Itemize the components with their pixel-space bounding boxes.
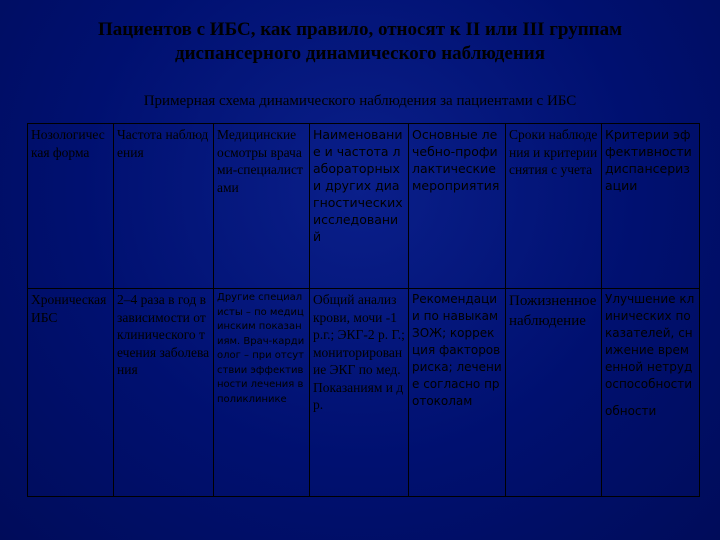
header-criteria: Критерии эффективности диспансеризации xyxy=(602,124,700,289)
cell-terms: Пожизненное наблюдение xyxy=(506,289,602,497)
header-specialists: Медицинские осмотры врачами-специалистами xyxy=(214,124,310,289)
criteria-main: Улучшение клинических показателей, снижение временной нетрудоспособности xyxy=(605,292,695,391)
header-measures: Основные лечебно-профилактические мероприятия xyxy=(409,124,506,289)
cell-diagnostics: Общий анализ крови, мочи -1 р.г.; ЭКГ-2 р. Г.; мониторирование ЭКГ по мед. Показаниям и др. xyxy=(310,289,409,497)
header-nosology: Нозологическая форма xyxy=(28,124,114,289)
cell-measures: Рекомендации по навыкам ЗОЖ; коррекция факторов риска; лечение согласно протоколам xyxy=(409,289,506,497)
observation-table xyxy=(27,123,700,497)
criteria-extra: обности xyxy=(605,404,657,418)
cell-specialists: Другие специалисты – по медицинским показаниям. Врач-кардиолог – при отсутствии эффективности лечения в поликлинике xyxy=(214,289,310,497)
header-row xyxy=(28,124,700,289)
header-frequency: Частота наблюдения xyxy=(114,124,214,289)
cell-frequency: 2–4 раза в год в зависимости от клинического течения заболевания xyxy=(114,289,214,497)
cell-criteria xyxy=(602,289,700,497)
table-caption: Примерная схема динамического наблюдения за пациентами с ИБС xyxy=(143,93,577,109)
header-diagnostics: Наименование и частота лабораторных и других диагностических исследований xyxy=(310,124,409,289)
cell-form: Хроническая ИБС xyxy=(28,289,114,497)
header-terms: Сроки наблюдения и критерии снятия с учета xyxy=(506,124,602,289)
table-row xyxy=(28,289,700,497)
slide-title: Пациентов с ИБС, как правило, относят к II или III группам диспансерного динамического наблюдения xyxy=(97,19,623,64)
